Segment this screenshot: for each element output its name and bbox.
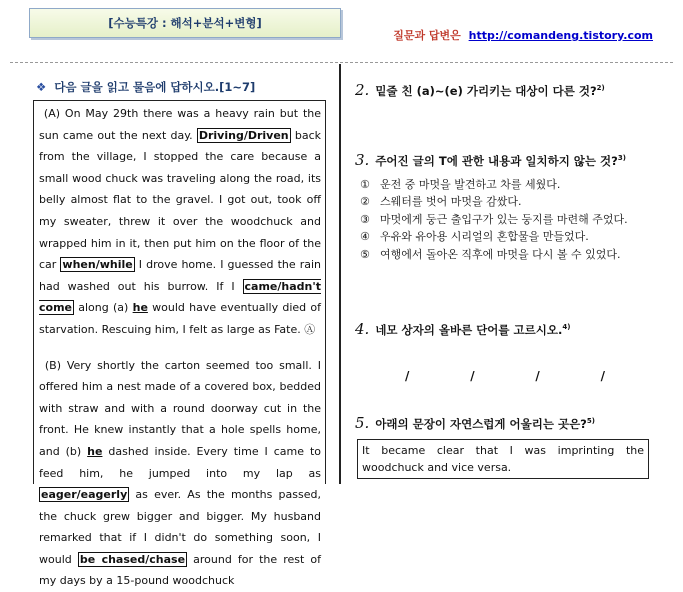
blog-link[interactable]: http://comandeng.tistory.com bbox=[468, 29, 653, 42]
qna-label: 질문과 답변은 bbox=[393, 29, 461, 42]
question-number: 3. bbox=[355, 151, 370, 169]
answer-slash[interactable]: / bbox=[535, 369, 540, 383]
text-run: around for the rest of my days by a 15-pound woodchuck bbox=[39, 552, 322, 588]
choice-item[interactable] bbox=[360, 246, 650, 263]
choice-number: ③ bbox=[360, 212, 370, 226]
diamond-icon: ❖ bbox=[36, 80, 47, 94]
question-number: 5. bbox=[355, 414, 370, 432]
choice-number: ⑤ bbox=[360, 247, 370, 261]
answer-slash[interactable]: / bbox=[405, 369, 410, 383]
answer-choices bbox=[360, 176, 650, 263]
footnote-ref: 5) bbox=[586, 417, 595, 426]
text-run: back from the village, I stopped the care because a small wood chuck was traveling along the road, its belly almost flat to the gravel. I got out, took off my sweater, threw it over the woodchuck and wrapped him in it, then put him on the floor of the car bbox=[39, 128, 321, 272]
question-2 bbox=[355, 81, 605, 99]
text-run: I drove home. I guessed the rain had washed out his burrow. If I bbox=[39, 258, 321, 293]
question-text: 밑줄 친 (a)~(e) 가리키는 대상이 다른 것? bbox=[375, 84, 597, 98]
section-heading bbox=[36, 79, 255, 95]
word-choice-box: eager/eagerly bbox=[41, 488, 128, 502]
question-4 bbox=[355, 320, 570, 338]
text-run: would have eventually died of starvation. Rescuing him, I felt as large as Fate. Ⓐ bbox=[39, 301, 322, 336]
choice-number: ① bbox=[360, 178, 370, 191]
answer-slashes bbox=[405, 369, 605, 383]
choice-item[interactable] bbox=[360, 211, 650, 228]
choice-item[interactable] bbox=[360, 228, 650, 245]
question-number: 4. bbox=[355, 320, 370, 338]
choice-text: 운전 중 마멋을 발견하고 차를 세웠다. bbox=[380, 178, 561, 191]
question-text: 네모 상자의 올바른 단어를 고르시오. bbox=[375, 323, 563, 337]
text-run: (B) Very shortly the carton seemed too small. I offered him a nest made of a covered box, bedded with straw and with a round doorway cut in the front. He knew instantly that a hole spells home, and (b) bbox=[39, 358, 321, 458]
choice-item[interactable] bbox=[360, 176, 650, 193]
header-contact bbox=[393, 27, 653, 43]
choice-text: 우유와 유아용 시리얼의 혼합물을 만들었다. bbox=[380, 230, 589, 244]
question-3 bbox=[355, 151, 626, 169]
word-choice-box: Driving/Driven bbox=[198, 128, 289, 142]
text-run: (A) On May 29th there was a heavy rain but the sun came out the next day. bbox=[39, 107, 322, 142]
paragraph-b bbox=[39, 355, 321, 592]
section-heading-text: 다음 글을 읽고 물음에 답하시오.[1~7] bbox=[54, 80, 256, 94]
choice-item[interactable] bbox=[360, 193, 650, 210]
paragraph-a bbox=[39, 103, 321, 341]
word-choice-box: be chased/chase bbox=[79, 552, 186, 566]
word-choice-box: came/hadn't come bbox=[39, 279, 321, 315]
choice-number: ④ bbox=[360, 230, 370, 244]
header-divider bbox=[10, 62, 673, 63]
footnote-ref: 2) bbox=[596, 84, 605, 93]
answer-slash[interactable]: / bbox=[600, 369, 605, 383]
answer-slash[interactable]: / bbox=[470, 369, 475, 383]
passage-box bbox=[33, 100, 326, 588]
word-choice-box: when/while bbox=[62, 258, 133, 272]
question-5 bbox=[355, 414, 595, 432]
choice-text: 스웨터를 벗어 마멋을 감쌌다. bbox=[380, 195, 522, 209]
choice-number: ② bbox=[360, 195, 370, 209]
footnote-ref: 4) bbox=[562, 323, 571, 332]
insert-sentence: It became clear that I was imprinting the woodchuck and vice versa. bbox=[362, 444, 644, 474]
question-text: 아래의 문장이 자연스럽게 어울리는 곳은? bbox=[375, 417, 587, 431]
choice-text: 여행에서 돌아온 직후에 마멋을 다시 볼 수 있었다. bbox=[380, 247, 621, 261]
footnote-ref: 3) bbox=[617, 154, 626, 163]
header-title: [수능특강 : 해석+분석+변형] bbox=[29, 8, 341, 38]
column-divider bbox=[339, 64, 341, 484]
text-run: as ever. As the months passed, the chuck grew bigger and bigger. My husband remarked that if I didn't do something soon, I would bbox=[39, 488, 321, 566]
underlined-word: he bbox=[87, 444, 103, 458]
question-number: 2. bbox=[355, 81, 370, 99]
insert-sentence-box bbox=[357, 439, 649, 479]
choice-text: 마멋에게 둥근 출입구가 있는 둥지를 마련해 주었다. bbox=[380, 212, 628, 226]
text-run: along (a) bbox=[74, 301, 133, 315]
question-text: 주어진 글의 T에 관한 내용과 일치하지 않는 것? bbox=[375, 154, 618, 168]
underlined-word: he bbox=[132, 301, 148, 315]
text-run: dashed inside. Every time I came to feed him, he jumped into my lap as bbox=[39, 444, 321, 480]
